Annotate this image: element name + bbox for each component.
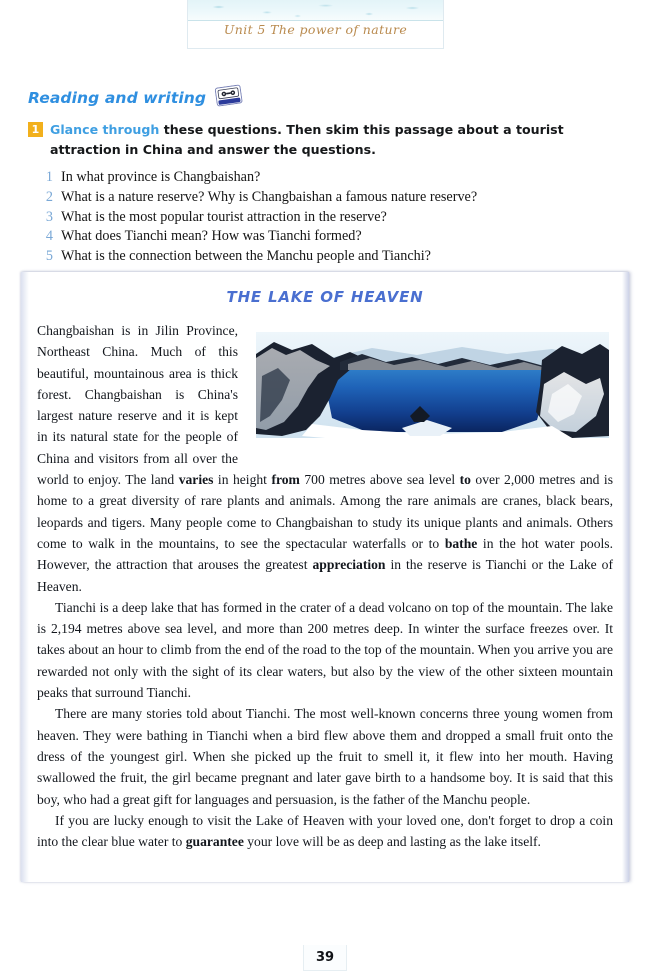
question-list <box>44 168 624 267</box>
question-text: What is the connection between the Manchu people and Tianchi? <box>61 248 431 265</box>
question-number: 4 <box>45 228 53 245</box>
keyword-varies: varies <box>178 472 214 488</box>
question-number: 3 <box>45 208 53 225</box>
page-number: 39 <box>303 945 347 971</box>
keyword-guarantee: guarantee <box>185 834 244 850</box>
passage-paragraph-2: Tianchi is a deep lake that has formed in the crater of a dead volcano on top of the mountain. The lake is 2,194 metres above sea level, and more than 200 metres deep. In winter the surface freezes over. It takes about an hour to climb from the end of the road to the top of the mountain. When you arrive you are rewarded not only with the sight of its clear waters, but also by the view of the other sixteen mountain peaks that surround Tianchi. <box>37 599 613 701</box>
task-instruction <box>50 120 628 159</box>
task-row <box>28 120 628 159</box>
paragraph-1-text-a: Changbaishan is in Jilin Province, Northeast China. Much of this beautiful, mountainous area is thick forest. Changbaishan is China's largest nature reserve and it is kept in its natural state for the people of China and visitors from all over the world to enjoy. The land <box>37 323 238 488</box>
question-number: 1 <box>45 169 53 185</box>
keyword-bathe: bathe <box>444 535 478 551</box>
paragraph-1-text-c: 700 metres above sea level <box>299 472 460 488</box>
section-heading-label: Reading and writing <box>28 89 207 107</box>
question-number: 2 <box>45 188 53 205</box>
passage-title: THE LAKE OF HEAVEN <box>226 288 424 306</box>
section-heading <box>28 86 242 110</box>
paragraph-1-text-f: in the reserve is Tianchi or the Lake of Heaven. <box>37 557 613 594</box>
question-text: What does Tianchi mean? How was Tianchi formed? <box>61 228 362 245</box>
question-text: In what province is Changbaishan? <box>61 169 261 185</box>
list-item <box>44 208 624 228</box>
unit-title: Unit 5 The power of nature <box>223 22 408 37</box>
paragraph-1-text-d: over 2,000 metres and is home to a great diversity of rare plants and animals. Among the rare animals are cranes, black bears, leopards and tigers. Many people come to Changbaishan to study its unique plants and animals. Others come to walk in the mountains, to see the spectacular waterfalls or to <box>37 472 614 551</box>
keyword-from: from <box>271 472 300 488</box>
question-text: What is the most popular tourist attraction in the reserve? <box>61 208 387 225</box>
unit-banner <box>187 0 444 49</box>
task-highlight-phrase: Glance through <box>50 122 160 137</box>
list-item <box>44 188 624 208</box>
question-text: What is a nature reserve? Why is Changbaishan a famous nature reserve? <box>61 188 478 205</box>
unit-banner-texture <box>188 0 443 20</box>
task-instruction-rest: these questions. Then skim this passage about a tourist attraction in China and answer the questions. <box>50 122 564 157</box>
keyword-to: to <box>459 472 471 488</box>
passage-card <box>21 272 629 882</box>
cassette-tape-icon <box>215 84 244 111</box>
task-number-badge: 1 <box>28 122 43 137</box>
list-item <box>44 247 624 267</box>
passage-paragraph-4 <box>37 810 613 853</box>
page-footer <box>0 945 650 971</box>
passage-paragraph-3: There are many stories told about Tianchi. The most well-known concerns three young women from heaven. They were bathing in Tianchi when a bird flew above them and dropped a small fruit onto the dress of the youngest girl. When she picked up the fruit to smell it, it flew into her mouth. Having swallowed the fruit, the girl became pregnant and later gave birth to a handsome boy. It is said that this boy, who had a great gift for languages and persuasion, is the father of the Manchu people. <box>37 706 613 807</box>
keyword-appreciation: appreciation <box>312 557 386 573</box>
lake-photo <box>252 324 613 446</box>
list-item <box>44 227 624 247</box>
paragraph-1-text-e: in the hot water pools. However, the attraction that arouses the greatest <box>37 535 613 573</box>
task-block <box>28 120 628 159</box>
unit-banner-divider <box>188 20 443 21</box>
list-item <box>44 168 624 188</box>
paragraph-1-text-b: in height <box>213 472 272 488</box>
question-number: 5 <box>45 248 53 265</box>
paragraph-4-text-a: If you are lucky enough to visit the Lake of Heaven with your loved one, don't forget to drop a coin into the clear blue water to <box>37 812 613 850</box>
paragraph-4-text-b: your love will be as deep and lasting as the lake itself. <box>243 834 541 850</box>
